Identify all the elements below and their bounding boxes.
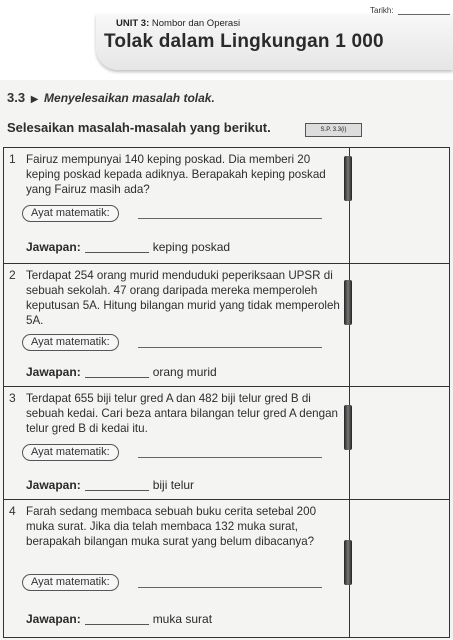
ayat-matematik-label: Ayat matematik: (22, 574, 119, 591)
question-number: 2 (9, 268, 16, 282)
section-heading (7, 90, 215, 105)
question-row (4, 500, 449, 637)
arrow-icon: ▶ (30, 94, 39, 105)
answer-label: Jawapan: (26, 612, 81, 626)
question-number: 3 (9, 391, 16, 405)
answer-line (26, 478, 194, 492)
ayat-matematik-field[interactable] (138, 218, 322, 219)
sp-tag: S.P. 3.3(i) (305, 123, 362, 137)
page-tab (344, 280, 352, 325)
answer-label: Jawapan: (26, 365, 81, 379)
unit-name: Nombor dan Operasi (151, 18, 241, 29)
answer-field[interactable] (85, 490, 149, 491)
question-text: Fairuz mempunyai 140 keping poskad. Dia memberi 20 keping poskad kepada adiknya. Berapakah keping poskad yang Fairuz masih ada? (26, 153, 326, 196)
question-text: Terdapat 254 orang murid menduduki peperiksaan UPSR di sebuah sekolah. 47 orang daripada mereka memperoleh keputusan 5A. Hitung bilangan murid yang tidak memperoleh 5A. (26, 269, 340, 327)
answer-unit: keping poskad (152, 240, 231, 254)
answer-field[interactable] (85, 377, 149, 378)
section-number: 3.3 (7, 90, 26, 105)
answer-unit: orang murid (152, 365, 217, 379)
unit-label (116, 18, 240, 29)
unit-prefix: UNIT 3: (116, 18, 150, 29)
ayat-matematik-label: Ayat matematik: (22, 205, 119, 222)
question-number: 1 (9, 152, 16, 166)
answer-field[interactable] (85, 252, 149, 253)
section-subtitle: Menyelesaikan masalah tolak. (44, 91, 215, 105)
page-tab (344, 405, 352, 450)
question-text: Terdapat 655 biji telur gred A dan 482 biji telur gred B di sebuah kedai. Cari beza antara bilangan telur gred A dengan telur gred B di kedai itu. (26, 392, 338, 435)
page-tab (344, 540, 352, 585)
answer-label: Jawapan: (26, 240, 81, 254)
page-title: Tolak dalam Lingkungan 1 000 (104, 31, 384, 52)
question-table (3, 147, 450, 638)
question-number: 4 (9, 504, 16, 518)
instruction-text: Selesaikan masalah-masalah yang berikut. (7, 120, 271, 135)
date-label: Tarikh: (370, 6, 394, 15)
answer-label: Jawapan: (26, 478, 81, 492)
question-text: Farah sedang membaca sebuah buku cerita setebal 200 muka surat. Jika dia telah membaca 132 muka surat, berapakah bilangan muka surat yang belum dibacanya? (26, 505, 317, 548)
ayat-matematik-label: Ayat matematik: (22, 334, 119, 351)
ayat-matematik-field[interactable] (138, 457, 322, 458)
answer-unit: muka surat (152, 612, 213, 626)
answer-line (26, 365, 217, 379)
answer-line (26, 612, 212, 626)
answer-line (26, 240, 230, 254)
question-row (4, 387, 449, 500)
ayat-matematik-label: Ayat matematik: (22, 444, 119, 461)
date-field[interactable] (398, 14, 450, 15)
question-row (4, 148, 449, 264)
ayat-matematik-field[interactable] (138, 587, 322, 588)
page-tab (344, 156, 352, 201)
answer-unit: biji telur (152, 478, 195, 492)
question-row (4, 264, 449, 387)
answer-field[interactable] (85, 624, 149, 625)
ayat-matematik-field[interactable] (138, 347, 322, 348)
